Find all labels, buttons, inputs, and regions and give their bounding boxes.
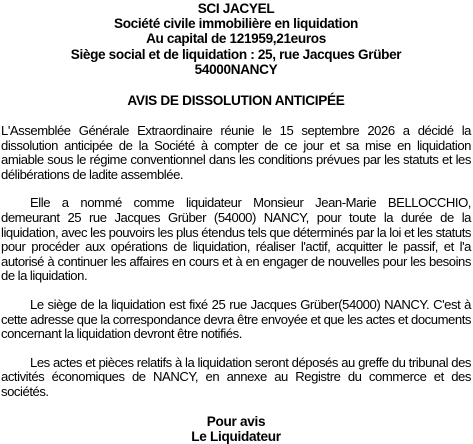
signature-line-1: Pour avis (206, 413, 266, 429)
legal-form: Société civile immobilière en liquidation (114, 16, 358, 32)
paragraph-dissolution: L'Assemblée Générale Extraordinaire réunie le 15 septembre 2026 a décidé la dissolution anticipée de la Société à compter de ce jour et sa mise en liquidation amiable sous le régime conventionnel dans les conditions prévues par les statuts et les délibérations de ladite assemblée. (1, 123, 471, 182)
paragraph-liquidation-seat: Le siège de la liquidation est fixé 25 rue Jacques Grüber(54000) NANCY. C'est à cette adresse que la correspondance devra être envoyée et que les actes et documents concernant la liquidation devront être notifiés. (1, 296, 471, 342)
company-name: SCI JACYEL (197, 1, 275, 16)
registered-city: 54000NANCY (194, 61, 278, 77)
signature-block (1, 414, 471, 444)
paragraph-liquidator: Elle a nommé comme liquidateur Monsieur Jean-Marie BELLOCCHIO, demeurant 25 rue Jacques Grüber (54000) NANCY, pour toute la durée de la liquidation, avec les pouvoirs les plus étendus tels que déterminés par la loi et les statuts pour procéder aux opérations de liquidation, réaliser l'actif, acquitter le passif, et l'a autorisé à continuer les affaires en cours et à en engager de nouvelles pour les besoins de la liquidation. (1, 195, 471, 284)
paragraph-filing: Les actes et pièces relatifs à la liquidation seront déposés au greffe du tribunal des activités économiques de NANCY, en annexe au Registre du commerce et des sociétés. (1, 354, 471, 399)
registered-office: Siège social et de liquidation : 25, rue Jacques Grüber (70, 46, 402, 62)
company-header (1, 1, 471, 77)
signature-line-2: Le Liquidateur (191, 428, 281, 444)
notice-title: AVIS DE DISSOLUTION ANTICIPÉE (127, 93, 345, 109)
share-capital: Au capital de 121959,21euros (146, 31, 326, 47)
